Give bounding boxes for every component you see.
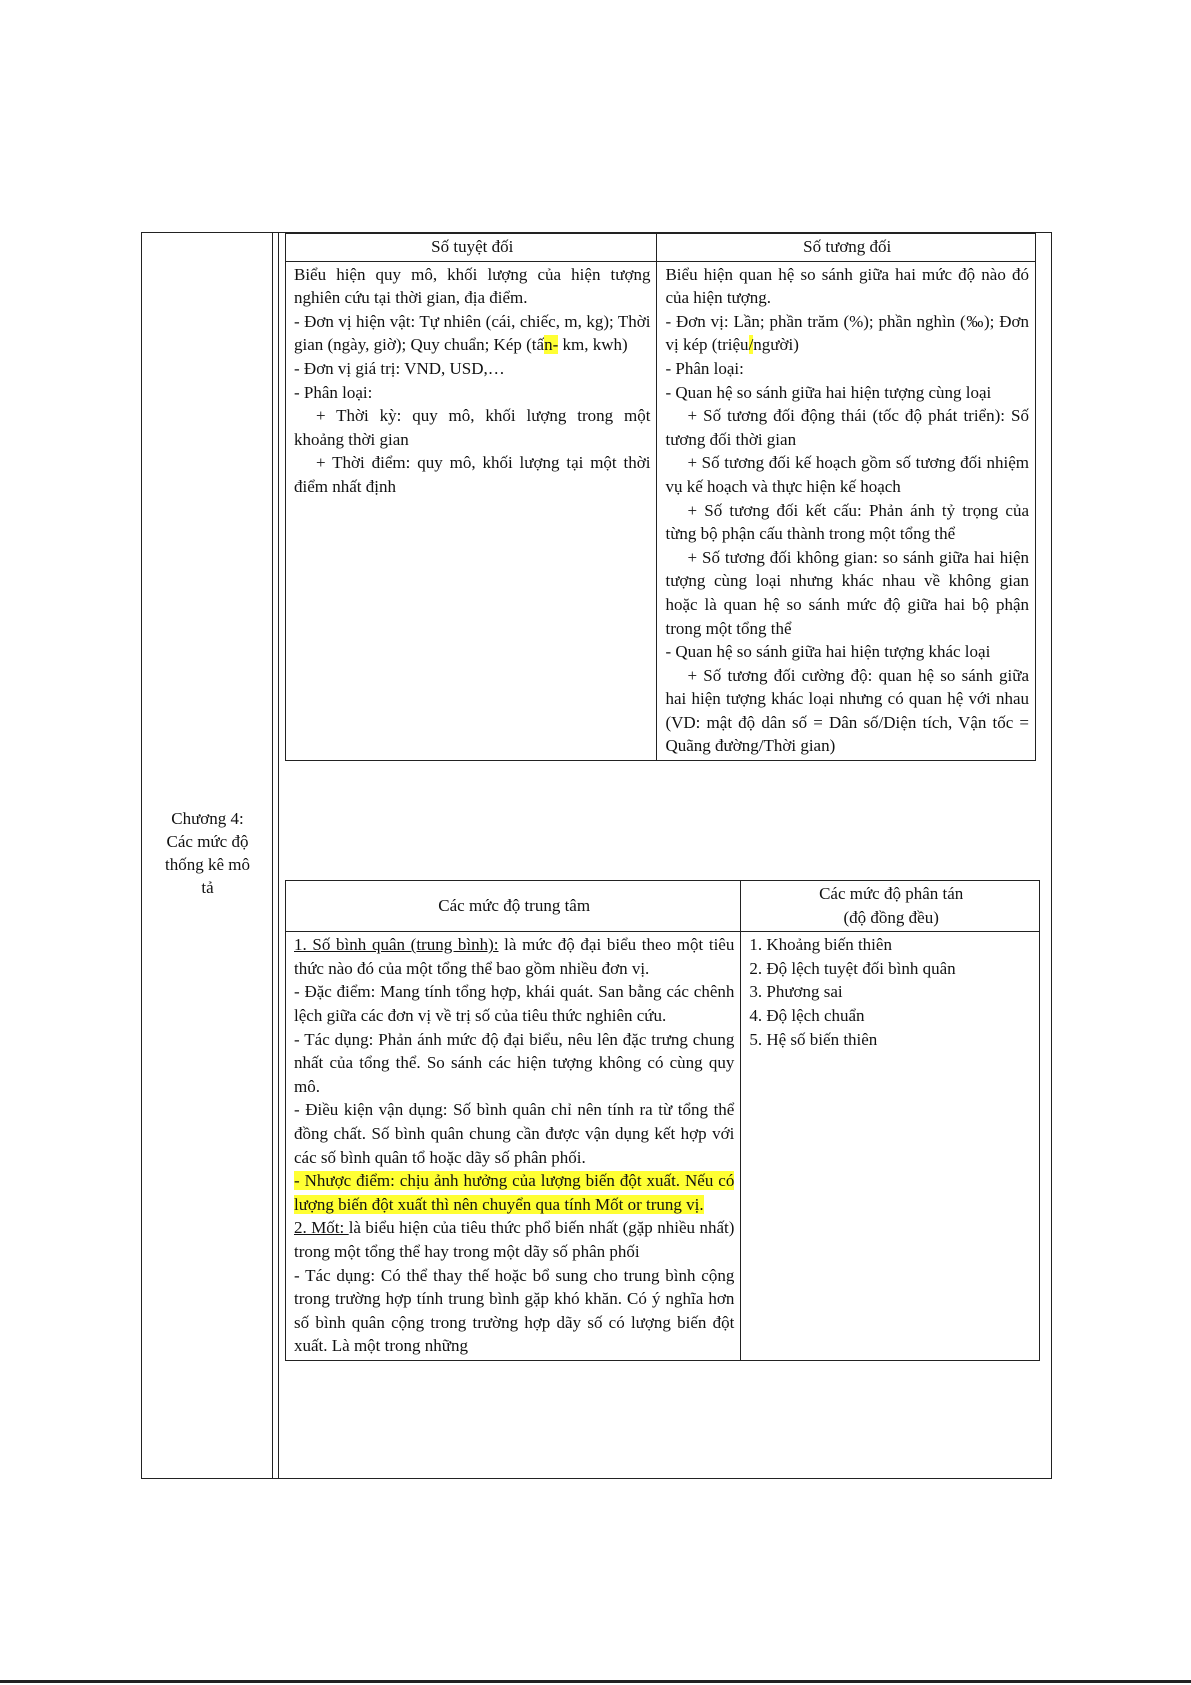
- header-relative: Số tương đối: [657, 234, 1036, 262]
- absolute-text: - Đơn vị giá trị: VND, USD,…: [294, 358, 505, 378]
- dispersion-item: 4. Độ lệch chuẩn: [749, 1005, 865, 1025]
- dispersion-item: 5. Hệ số biến thiên: [749, 1029, 878, 1049]
- page-bottom-rule: [0, 1680, 1191, 1683]
- central-text: - Điều kiện vận dụng: Số bình quân chỉ nên tính ra từ tổng thể đồng chất. Số bình quân chung cần được vận dụng kết hợp với các số bình quân tổ hoặc dãy số phân phối.: [294, 1100, 735, 1167]
- text-part: người): [753, 335, 799, 355]
- text-part: 1. Số bình quân (trung bình):: [294, 935, 499, 955]
- central-dispersion-table: [285, 880, 1040, 1361]
- text-part: - Đơn vị hiện vật: Tự nhiên (cái, chiếc, m, kg); Thời gian (ngày, giờ); Quy chuẩn; Kép (tấ: [294, 311, 651, 355]
- absolute-text: [294, 310, 650, 357]
- chapter-column: [142, 233, 273, 1478]
- relative-text: + Số tương đối động thái (tốc độ phát triển): Số tương đối thời gian: [665, 406, 1029, 449]
- dispersion-item: 3. Phương sai: [749, 982, 843, 1002]
- header-absolute: Số tuyệt đối: [286, 234, 657, 262]
- header-central: Các mức độ trung tâm: [286, 881, 741, 932]
- highlight: n-: [544, 335, 559, 355]
- absolute-text: + Thời kỳ: quy mô, khối lượng trong một khoảng thời gian: [294, 406, 651, 449]
- relative-text: - Quan hệ so sánh giữa hai hiện tượng khác loại: [665, 642, 991, 662]
- column-divider: [278, 233, 279, 1478]
- header-dispersion-line: (độ đồng đều): [843, 907, 939, 927]
- central-text: - Đặc điểm: Mang tính tổng hợp, khái quát. San bằng các chênh lệch giữa các đơn vị về trị số của tiêu thức nghiên cứu.: [294, 982, 735, 1025]
- central-text: [294, 1169, 734, 1216]
- dispersion-item: 2. Độ lệch tuyệt đối bình quân: [749, 958, 956, 978]
- text-part: 2. Mốt:: [294, 1218, 349, 1238]
- central-text: - Tác dụng: Phản ánh mức độ đại biểu, nêu lên đặc trưng chung nhất của tổng thể. So sánh các hiện tượng không có cùng quy mô.: [294, 1029, 735, 1096]
- absolute-cell: [286, 261, 657, 760]
- relative-text: + Số tương đối cường độ: quan hệ so sánh giữa hai hiện tượng khác loại nhưng có quan hệ với nhau (VD: mật độ dân số = Dân số/Diện tích, Vận tốc = Quãng đường/Thời gian): [665, 665, 1029, 756]
- central-text: - Tác dụng: Có thể thay thế hoặc bổ sung cho trung bình cộng trong trường hợp tính trung bình gặp khó khăn. Có ý nghĩa hơn số bình quân cộng trong trường hợp dãy số có lượng biến đột xuất. Là một trong những: [294, 1265, 735, 1356]
- relative-text: + Số tương đối kết cấu: Phản ánh tỷ trọng của từng bộ phận cấu thành trong một tổng thể: [665, 500, 1029, 544]
- text-part: là mức độ đại biểu theo một tiêu thức nào đó của một tổng thể bao gồm nhiều đơn vị.: [294, 935, 735, 978]
- header-dispersion-line: Các mức độ phân tán: [819, 884, 964, 903]
- chapter-line: thống kê mô: [165, 855, 250, 874]
- absolute-relative-table: [285, 233, 1036, 761]
- relative-text: - Quan hệ so sánh giữa hai hiện tượng cùng loại: [665, 382, 992, 402]
- highlight: /: [748, 335, 754, 355]
- highlight: - Nhược điểm: chịu ảnh hưởng của lượng biến đột xuất. Nếu có lượng biến đột xuất thì nên chuyển qua tính Mốt or trung vị.: [294, 1171, 735, 1214]
- text-part: - Đơn vị: Lần; phần trăm (%); phần nghìn (‰); Đơn vị kép (triệu: [665, 311, 1029, 355]
- relative-cell: [657, 261, 1036, 760]
- relative-text: - Phân loại:: [665, 358, 744, 378]
- dispersion-item: 1. Khoảng biến thiên: [749, 935, 892, 955]
- chapter-line: Các mức độ: [166, 832, 249, 851]
- relative-text: [665, 310, 1029, 357]
- relative-text: + Số tương đối kế hoạch gồm số tương đối nhiệm vụ kế hoạch và thực hiện kế hoạch: [665, 453, 1029, 496]
- relative-text: + Số tương đối không gian: so sánh giữa hai hiện tượng cùng loại nhưng khác nhau về không gian hoặc là quan hệ so sánh mức độ giữa hai bộ phận trong một tổng thể: [665, 547, 1029, 638]
- absolute-text: Biểu hiện quy mô, khối lượng của hiện tượng nghiên cứu tại thời gian, địa điểm.: [294, 264, 651, 308]
- chapter-line: tả: [201, 878, 214, 897]
- header-dispersion: [741, 881, 1040, 932]
- absolute-text: - Phân loại:: [294, 382, 373, 402]
- chapter-label: [142, 807, 273, 899]
- chapter-line: Chương 4:: [171, 809, 244, 828]
- dispersion-cell: [741, 932, 1040, 1361]
- central-cell: [286, 932, 741, 1361]
- text-part: là biểu hiện của tiêu thức phổ biến nhất (gặp nhiều nhất) trong một tổng thể hay trong một dãy số phân phối: [294, 1218, 735, 1261]
- absolute-text: + Thời điểm: quy mô, khối lượng tại một thời điểm nhất định: [294, 453, 651, 496]
- outer-table: [141, 232, 1052, 1479]
- central-text: [294, 1216, 734, 1263]
- relative-text: Biểu hiện quan hệ so sánh giữa hai mức độ nào đó của hiện tượng.: [665, 264, 1029, 308]
- text-part: km, kwh): [558, 335, 628, 355]
- central-text: [294, 933, 734, 980]
